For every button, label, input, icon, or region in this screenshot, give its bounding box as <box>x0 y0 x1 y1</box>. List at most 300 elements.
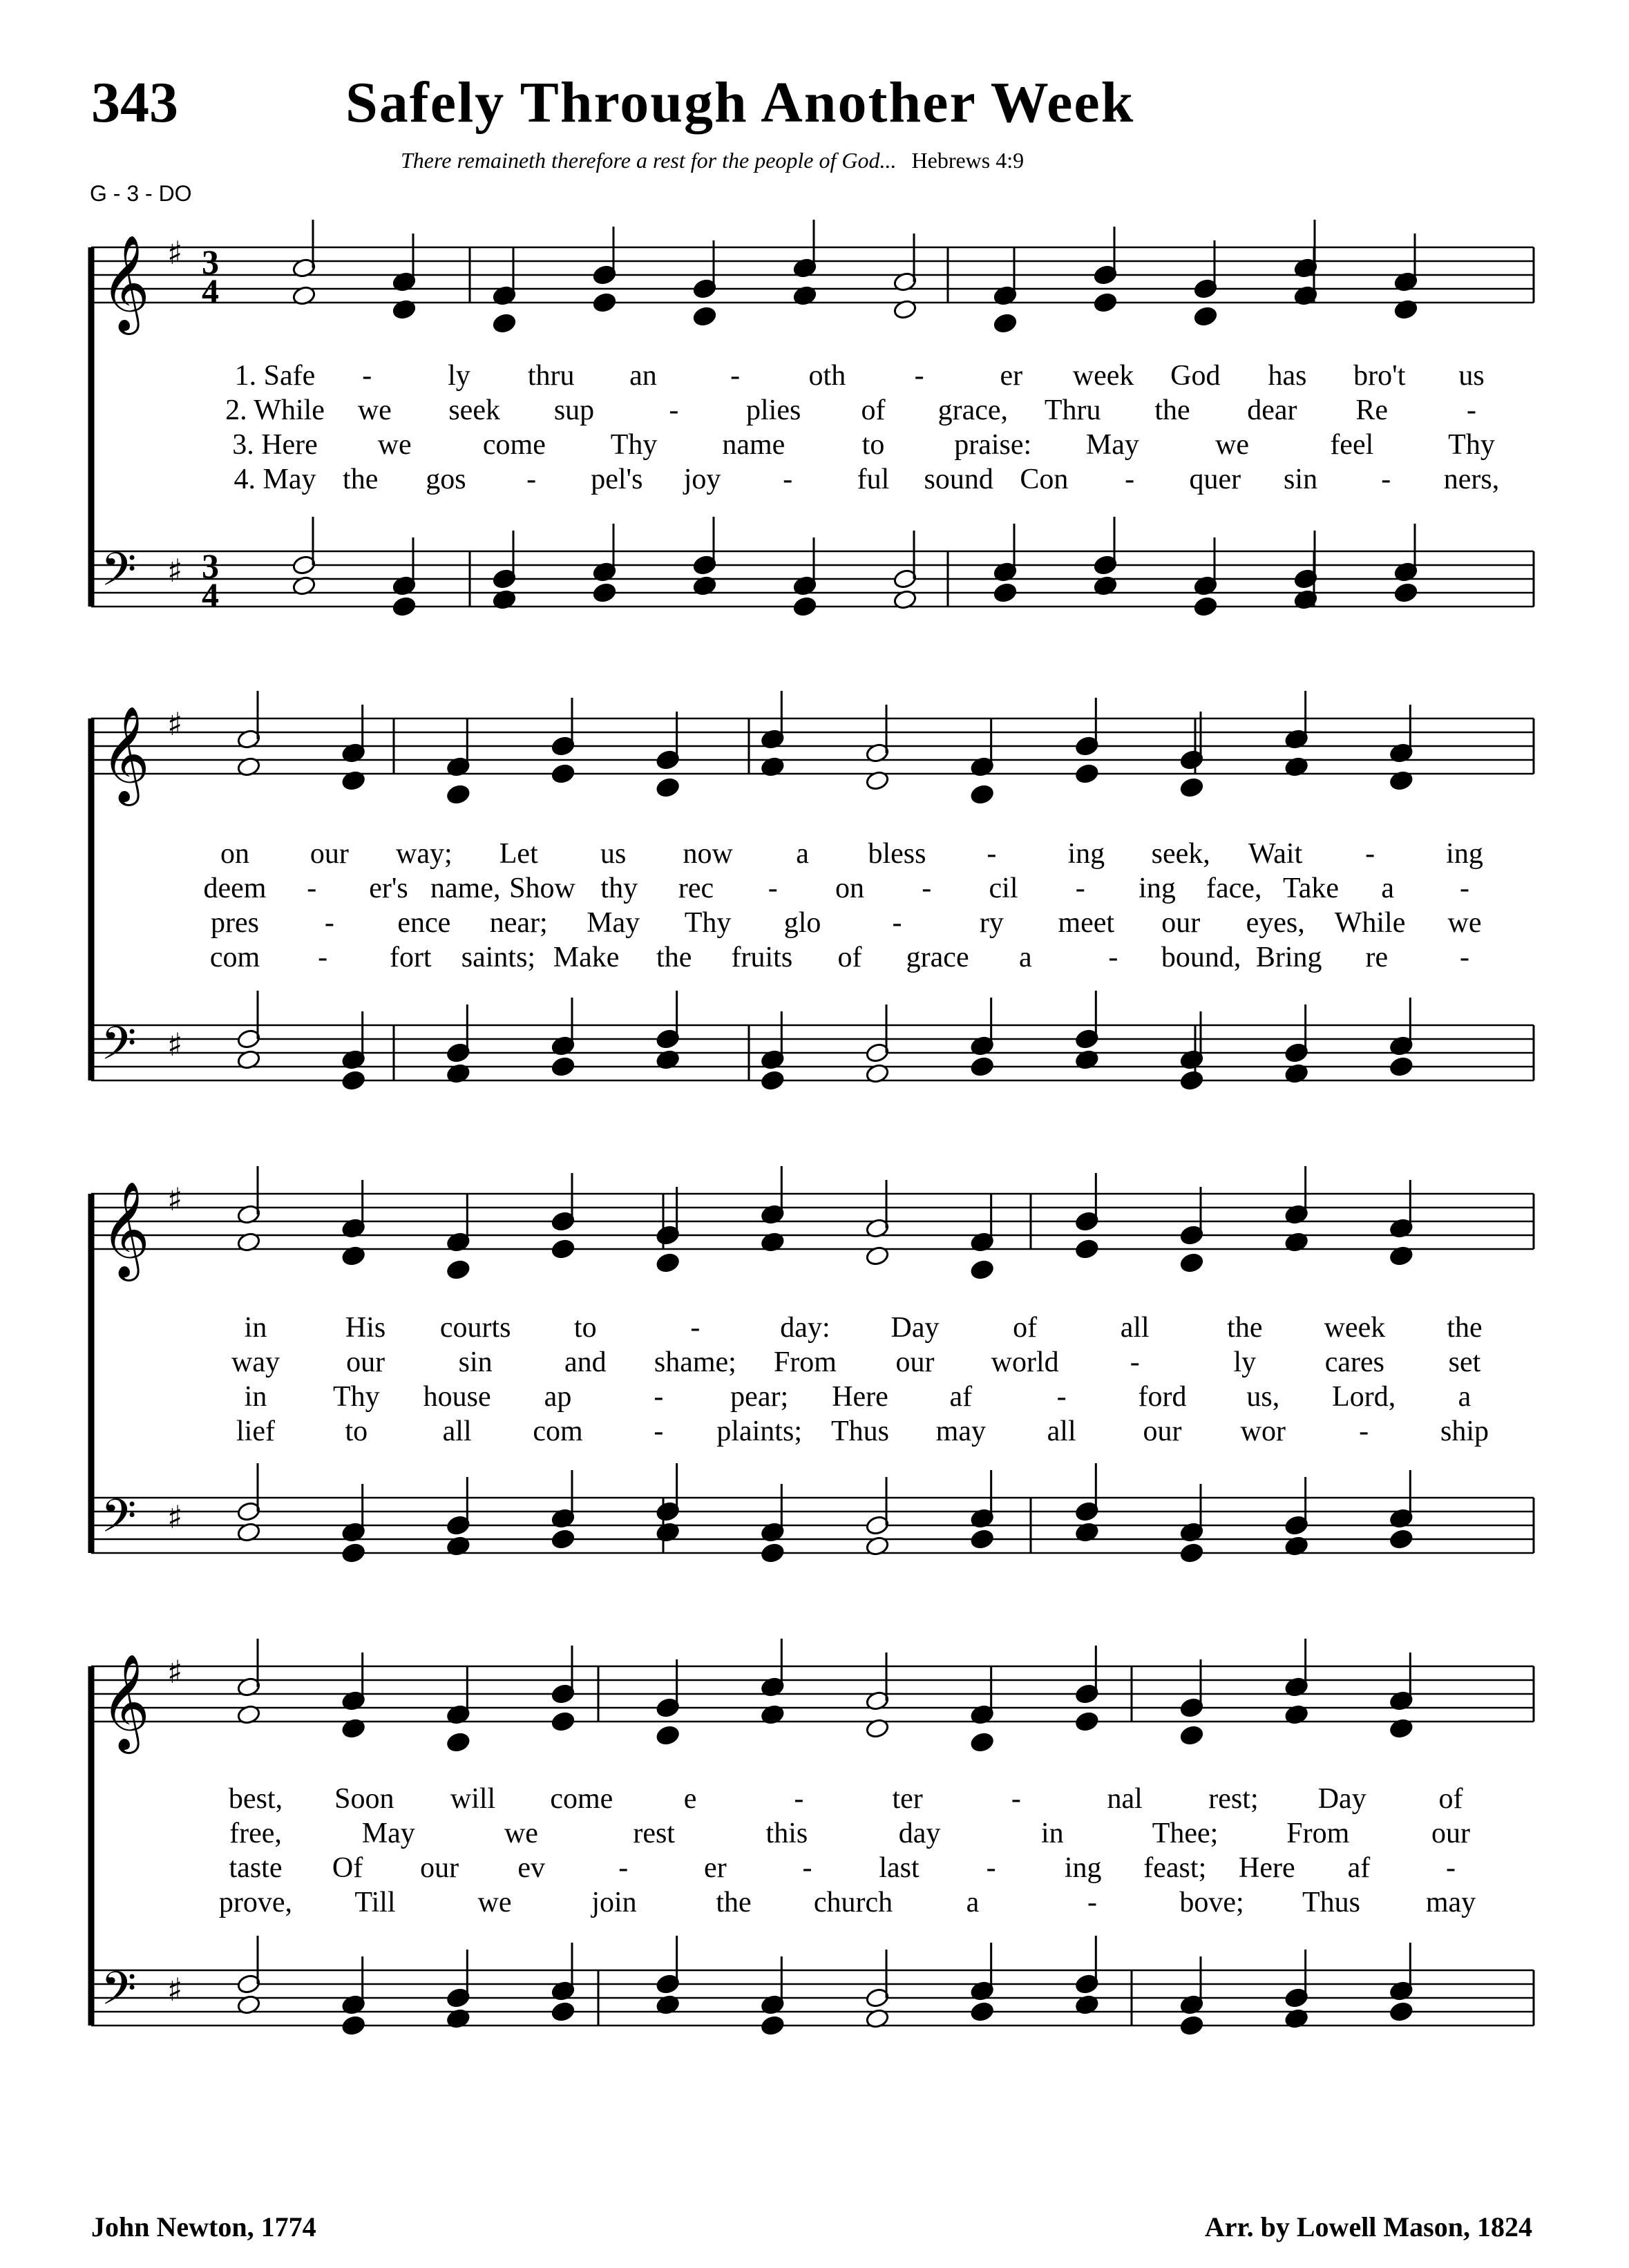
syllable-hyphen: - <box>1108 942 1118 973</box>
lyric-syllable: the <box>1447 1312 1483 1344</box>
lyric-syllable: ship <box>1440 1416 1489 1447</box>
bass-clef-icon: 𝄢 <box>101 1017 137 1081</box>
syllable-hyphen: - <box>1359 1416 1369 1447</box>
lyric-syllable: Thy <box>610 429 658 461</box>
lyric-syllable: we <box>357 394 392 426</box>
lyric-syllable: to <box>345 1416 368 1447</box>
music-credit: Arr. by Lowell Mason, 1824 <box>1204 2211 1532 2242</box>
lyric-syllable: thru <box>527 360 575 392</box>
treble-note <box>592 292 617 314</box>
lyric-syllable: Make <box>553 942 620 973</box>
treble-note <box>970 1732 995 1753</box>
lyric-syllable: an <box>629 360 657 392</box>
lyric-syllable: God <box>1170 360 1221 392</box>
lyric-syllable: oth <box>808 360 846 392</box>
syllable-hyphen: - <box>802 1852 812 1884</box>
verse-3-line <box>0 1851 1629 1885</box>
syllable-hyphen: - <box>307 873 317 904</box>
lyric-syllable: all <box>1120 1312 1150 1344</box>
syllable-hyphen: - <box>654 1381 664 1413</box>
bass-note <box>760 1543 785 1564</box>
verse-4-line <box>0 941 1629 974</box>
lyric-syllable: deem <box>203 873 267 904</box>
lyric-syllable: our <box>420 1852 459 1884</box>
treble-note <box>551 1239 575 1260</box>
lyric-syllable: Thy <box>684 907 732 939</box>
lyric-syllable: May <box>587 907 640 939</box>
epigraph-quote: There remaineth therefore a rest for the people of God... <box>401 148 897 173</box>
verse-3-line <box>0 428 1629 461</box>
verse-2-line <box>0 1817 1629 1850</box>
bass-note <box>1179 1070 1204 1092</box>
lyric-syllable: Wait <box>1248 838 1303 870</box>
lyric-syllable: ing <box>1446 838 1483 870</box>
verse-4-line <box>0 1886 1629 1919</box>
lyric-syllable: the <box>656 942 692 973</box>
lyric-syllable: Thus <box>1302 1887 1360 1918</box>
verse-2-line <box>0 1346 1629 1379</box>
bass-note <box>1179 1543 1204 1564</box>
lyric-syllable: last <box>879 1852 920 1884</box>
lyric-syllable: pel's <box>591 464 643 495</box>
lyric-syllable: Day <box>1317 1783 1366 1815</box>
lyric-syllable: come <box>550 1783 613 1815</box>
treble-note <box>446 784 470 806</box>
lyric-syllable: wor <box>1240 1416 1286 1447</box>
lyric-syllable: face, <box>1206 873 1262 904</box>
lyric-syllable: glo <box>783 907 821 939</box>
syllable-hyphen: - <box>669 394 679 426</box>
lyric-syllable: bound, <box>1161 942 1241 973</box>
syllable-hyphen: - <box>1011 1783 1021 1815</box>
lyric-syllable: While <box>1334 907 1406 939</box>
treble-note <box>692 306 717 327</box>
bass-note <box>970 2001 995 2023</box>
syllable-hyphen: - <box>1087 1887 1097 1918</box>
lyric-syllable: quer <box>1189 464 1241 495</box>
treble-note <box>1179 1252 1204 1274</box>
lyric-syllable: may <box>1425 1887 1476 1918</box>
lyric-syllable: we <box>504 1818 538 1849</box>
lyric-syllable: of <box>1438 1783 1463 1815</box>
bass-clef-icon: 𝄢 <box>101 1489 137 1554</box>
lyric-syllable: ing <box>1067 838 1105 870</box>
lyric-syllable: bless <box>868 838 926 870</box>
hymn-title: Safely Through Another Week <box>345 70 1135 135</box>
lyric-syllable: ry <box>979 907 1004 939</box>
lyric-syllable: ence <box>397 907 451 939</box>
time-signature-top: 3 <box>202 242 219 281</box>
lyric-syllable: Let <box>499 838 538 870</box>
bass-note <box>1393 582 1418 604</box>
treble-note <box>1179 777 1204 799</box>
verse-2-line <box>0 872 1629 905</box>
lyric-syllable: dear <box>1247 394 1297 426</box>
lyric-syllable: way <box>231 1346 280 1378</box>
lyric-syllable: the <box>1154 394 1190 426</box>
treble-clef-icon: 𝄞 <box>101 1654 150 1750</box>
lyric-syllable: From <box>1286 1818 1350 1849</box>
lyric-syllable: may <box>935 1416 986 1447</box>
verse-1-line <box>0 1782 1629 1816</box>
bass-note <box>760 1070 785 1092</box>
lyric-syllable: His <box>345 1312 386 1344</box>
treble-note <box>656 1725 680 1746</box>
lyric-syllable: best, <box>228 1783 283 1815</box>
treble-clef-icon: 𝄞 <box>101 1181 150 1277</box>
lyric-syllable: a <box>1381 873 1395 904</box>
lyric-syllable: ful <box>857 464 890 495</box>
lyric-syllable: e <box>683 1783 697 1815</box>
lyric-syllable: on <box>220 838 249 870</box>
treble-clef-icon: 𝄞 <box>101 235 150 331</box>
syllable-hyphen: - <box>1056 1381 1067 1413</box>
lyric-syllable: sound <box>924 464 993 495</box>
lyric-syllable: seek <box>448 394 500 426</box>
lyric-syllable: sup <box>553 394 595 426</box>
lyric-syllable: Of <box>332 1852 363 1884</box>
lyric-syllable: will <box>450 1783 496 1815</box>
syllable-hyphen: - <box>1075 873 1085 904</box>
bass-clef-icon: 𝄢 <box>101 543 137 607</box>
lyric-syllable: to <box>573 1312 597 1344</box>
treble-note <box>1193 306 1218 327</box>
lyric-syllable: our <box>1431 1818 1470 1849</box>
lyric-syllable: plaints; <box>716 1416 802 1447</box>
lyric-syllable: our <box>346 1346 385 1378</box>
lyric-syllable: er <box>704 1852 727 1884</box>
sharp-icon: ♯ <box>167 705 183 743</box>
verse-3-line <box>0 906 1629 940</box>
bass-note <box>1389 1056 1413 1078</box>
syllable-hyphen: - <box>987 838 997 870</box>
lyric-syllable: feast; <box>1143 1852 1207 1884</box>
lyric-syllable: our <box>1161 907 1201 939</box>
syllable-hyphen: - <box>324 907 334 939</box>
lyric-syllable: we <box>1215 429 1250 461</box>
sharp-icon: ♯ <box>167 552 183 589</box>
syllable-hyphen: - <box>922 873 932 904</box>
treble-clef-icon: 𝄞 <box>101 706 150 802</box>
lyric-syllable: Thy <box>1448 429 1495 461</box>
lyric-syllable: us, <box>1246 1381 1280 1413</box>
lyric-syllable: cil <box>989 873 1018 904</box>
syllable-hyphen: - <box>914 360 924 392</box>
lyric-syllable: cares <box>1324 1346 1385 1378</box>
lyric-syllable: our <box>1143 1416 1182 1447</box>
bass-note <box>341 1543 366 1564</box>
lyric-syllable: Re <box>1355 394 1388 426</box>
lyric-syllable: 1. Safe <box>234 360 316 392</box>
syllable-hyphen: - <box>1460 873 1469 904</box>
lyric-syllable: our <box>309 838 349 870</box>
lyric-syllable: gos <box>426 464 466 495</box>
lyric-syllable: Soon <box>334 1783 394 1815</box>
syllable-hyphen: - <box>1125 464 1135 495</box>
lyric-syllable: church <box>813 1887 893 1918</box>
lyric-syllable: we <box>1447 907 1482 939</box>
treble-note <box>656 777 680 799</box>
lyric-syllable: a <box>966 1887 980 1918</box>
lyric-syllable: day: <box>780 1312 830 1344</box>
lyric-syllable: Bring <box>1255 942 1322 973</box>
lyric-syllable: 3. Here <box>232 429 318 461</box>
lyric-syllable: fort <box>389 942 432 973</box>
lyric-syllable: rest; <box>1208 1783 1259 1815</box>
lyric-syllable: now <box>683 838 733 870</box>
treble-note <box>656 1252 680 1274</box>
lyric-syllable: the <box>343 464 379 495</box>
syllable-hyphen: - <box>1467 394 1476 426</box>
treble-note <box>970 1259 995 1281</box>
lyric-syllable: Con <box>1020 464 1069 495</box>
bass-note <box>970 1529 995 1550</box>
lyric-syllable: of <box>1013 1312 1038 1344</box>
syllable-hyphen: - <box>690 1312 701 1344</box>
bass-note <box>760 2015 785 2037</box>
bass-note <box>551 1056 575 1078</box>
syllable-hyphen: - <box>362 360 372 392</box>
lyric-syllable: set <box>1448 1346 1481 1378</box>
lyric-syllable: taste <box>229 1852 283 1884</box>
syllable-hyphen: - <box>1460 942 1469 973</box>
lyric-syllable: bro't <box>1353 360 1406 392</box>
words-credit: John Newton, 1774 <box>91 2211 316 2242</box>
verse-2-line <box>0 394 1629 427</box>
lyric-syllable: 4. May <box>234 464 316 495</box>
lyric-syllable: in <box>1040 1818 1064 1849</box>
lyric-syllable: Here <box>832 1381 888 1413</box>
bass-note <box>392 596 417 618</box>
lyric-syllable: ly <box>1233 1346 1257 1378</box>
lyric-syllable: the <box>716 1887 752 1918</box>
lyric-syllable: er <box>1000 360 1023 392</box>
bass-clef-icon: 𝄢 <box>101 1962 137 2026</box>
hymn-number: 343 <box>91 70 178 135</box>
lyric-syllable: in <box>244 1381 267 1413</box>
lyric-syllable: May <box>361 1818 415 1849</box>
lyric-syllable: join <box>591 1887 637 1918</box>
treble-note <box>1093 292 1118 314</box>
lyric-syllable: af <box>1347 1852 1371 1884</box>
lyric-syllable: grace, <box>937 394 1009 426</box>
lyric-syllable: com <box>533 1416 583 1447</box>
lyric-syllable: in <box>244 1312 267 1344</box>
lyric-syllable: com <box>209 942 260 973</box>
lyric-syllable: all <box>442 1416 472 1447</box>
lyric-syllable: grace <box>906 942 969 973</box>
lyric-syllable: ev <box>517 1852 546 1884</box>
lyric-syllable: Day <box>890 1312 940 1344</box>
lyric-syllable: fruits <box>731 942 793 973</box>
lyric-syllable: free, <box>229 1818 282 1849</box>
bass-note <box>1193 596 1218 618</box>
treble-note <box>970 784 995 806</box>
syllable-hyphen: - <box>768 873 778 904</box>
treble-note <box>1179 1725 1204 1746</box>
lyric-syllable: on <box>835 873 864 904</box>
syllable-hyphen: - <box>730 360 741 392</box>
lyric-syllable: a <box>1458 1381 1471 1413</box>
lyric-syllable: our <box>895 1346 935 1378</box>
lyric-syllable: house <box>423 1381 491 1413</box>
treble-note <box>446 1259 470 1281</box>
syllable-hyphen: - <box>526 464 537 495</box>
epigraph-reference: Hebrews 4:9 <box>911 148 1025 173</box>
lyric-syllable: sin <box>458 1346 493 1378</box>
syllable-hyphen: - <box>892 907 902 939</box>
lyric-syllable: seek, <box>1151 838 1210 870</box>
lyric-syllable: way; <box>396 838 452 870</box>
time-signature-bottom: 4 <box>202 575 219 614</box>
lyric-syllable: From <box>773 1346 837 1378</box>
bass-note <box>993 582 1018 604</box>
lyric-syllable: near; <box>489 907 548 939</box>
lyric-syllable: this <box>765 1818 808 1849</box>
lyric-syllable: shame; <box>654 1346 736 1378</box>
bass-note <box>792 596 817 618</box>
lyric-syllable: come <box>482 429 546 461</box>
lyric-syllable: sin <box>1284 464 1318 495</box>
lyric-syllable: lief <box>236 1416 275 1447</box>
lyric-syllable: pres <box>211 907 259 939</box>
lyric-syllable: plies <box>745 394 801 426</box>
lyric-syllable: a <box>796 838 809 870</box>
sharp-icon: ♯ <box>167 1653 183 1690</box>
sharp-icon: ♯ <box>167 1498 183 1536</box>
lyric-syllable: we <box>477 1887 512 1918</box>
syllable-hyphen: - <box>618 1852 629 1884</box>
lyric-syllable: of <box>861 394 886 426</box>
lyric-syllable: we <box>377 429 412 461</box>
lyric-syllable: praise: <box>954 429 1032 461</box>
lyric-syllable: courts <box>439 1312 511 1344</box>
lyric-syllable: ing <box>1139 873 1176 904</box>
lyric-syllable: name, <box>430 873 501 904</box>
lyric-syllable: ter <box>892 1783 923 1815</box>
lyric-syllable: day <box>898 1818 941 1849</box>
bass-note <box>1389 2001 1413 2023</box>
lyric-syllable: 2. While <box>225 394 325 426</box>
lyric-syllable: eyes, <box>1246 907 1305 939</box>
lyric-syllable: ap <box>544 1381 572 1413</box>
time-signature-bottom: 4 <box>202 271 219 310</box>
lyric-syllable: name <box>722 429 785 461</box>
lyric-syllable: ners, <box>1443 464 1500 495</box>
lyric-syllable: all <box>1047 1416 1076 1447</box>
treble-note <box>1074 1711 1099 1733</box>
syllable-hyphen: - <box>318 942 328 973</box>
bass-note <box>551 2001 575 2023</box>
treble-note <box>551 1711 575 1733</box>
lyric-syllable: to <box>861 429 885 461</box>
verse-4-line <box>0 1415 1629 1448</box>
bass-note <box>1179 2015 1204 2037</box>
lyric-syllable: has <box>1268 360 1307 392</box>
lyric-syllable: pear; <box>730 1381 789 1413</box>
lyric-syllable: a <box>1018 942 1032 973</box>
lyric-syllable: the <box>1227 1312 1263 1344</box>
lyric-syllable: Thus <box>831 1416 889 1447</box>
treble-note <box>1074 1239 1099 1260</box>
syllable-hyphen: - <box>1365 838 1375 870</box>
lyric-syllable: saints; <box>461 942 536 973</box>
lyric-syllable: world <box>991 1346 1059 1378</box>
treble-note <box>993 313 1018 334</box>
lyric-syllable: Take <box>1282 873 1340 904</box>
bass-note <box>341 2015 366 2037</box>
lyric-syllable: Show <box>509 873 575 904</box>
sharp-icon: ♯ <box>167 234 183 271</box>
bass-note <box>970 1056 995 1078</box>
syllable-hyphen: - <box>986 1852 996 1884</box>
verse-3-line <box>0 1380 1629 1413</box>
lyric-syllable: rest <box>633 1818 675 1849</box>
lyric-syllable: Thee; <box>1152 1818 1219 1849</box>
lyric-syllable: us <box>600 838 627 870</box>
syllable-hyphen: - <box>794 1783 804 1815</box>
lyric-syllable: ing <box>1064 1852 1102 1884</box>
verse-1-line <box>0 837 1629 870</box>
bass-note <box>341 1070 366 1092</box>
verse-1-line <box>0 359 1629 392</box>
lyric-syllable: ly <box>448 360 470 392</box>
lyric-syllable: meet <box>1058 907 1115 939</box>
treble-note <box>446 1732 470 1753</box>
lyric-syllable: Thru <box>1044 394 1101 426</box>
lyric-syllable: bove; <box>1179 1887 1244 1918</box>
bass-note <box>592 582 617 604</box>
lyric-syllable: er's <box>369 873 408 904</box>
lyric-syllable: re <box>1365 942 1389 973</box>
lyric-syllable: Till <box>354 1887 396 1918</box>
lyric-syllable: of <box>837 942 862 973</box>
lyric-syllable: Lord, <box>1332 1381 1396 1413</box>
sharp-icon: ♯ <box>167 1971 183 2008</box>
treble-note <box>492 313 517 334</box>
verse-4-line <box>0 463 1629 496</box>
sharp-icon: ♯ <box>167 1181 183 1218</box>
syllable-hyphen: - <box>1130 1346 1140 1378</box>
bass-note <box>1389 1529 1413 1550</box>
lyric-syllable: Thy <box>333 1381 380 1413</box>
lyric-syllable: thy <box>600 873 638 904</box>
syllable-hyphen: - <box>1381 464 1391 495</box>
treble-note <box>551 763 575 785</box>
lyric-syllable: and <box>564 1346 607 1378</box>
verse-1-line <box>0 1311 1629 1344</box>
lyric-syllable: prove, <box>218 1887 293 1918</box>
sharp-icon: ♯ <box>167 1026 183 1063</box>
key-marking: G - 3 - DO <box>90 181 192 206</box>
syllable-hyphen: - <box>654 1416 664 1447</box>
lyric-syllable: feel <box>1330 429 1374 461</box>
lyric-syllable: rec <box>678 873 714 904</box>
lyric-syllable: week <box>1324 1312 1386 1344</box>
syllable-hyphen: - <box>1446 1852 1456 1884</box>
time-signature-top: 3 <box>202 546 219 585</box>
syllable-hyphen: - <box>783 464 793 495</box>
lyric-syllable: ford <box>1138 1381 1187 1413</box>
bass-note <box>551 1529 575 1550</box>
lyric-syllable: af <box>949 1381 973 1413</box>
lyric-syllable: May <box>1085 429 1139 461</box>
lyric-syllable: week <box>1072 360 1134 392</box>
lyric-syllable: joy <box>683 464 721 495</box>
treble-note <box>1074 763 1099 785</box>
lyric-syllable: nal <box>1107 1783 1143 1815</box>
lyric-syllable: Here <box>1239 1852 1295 1884</box>
